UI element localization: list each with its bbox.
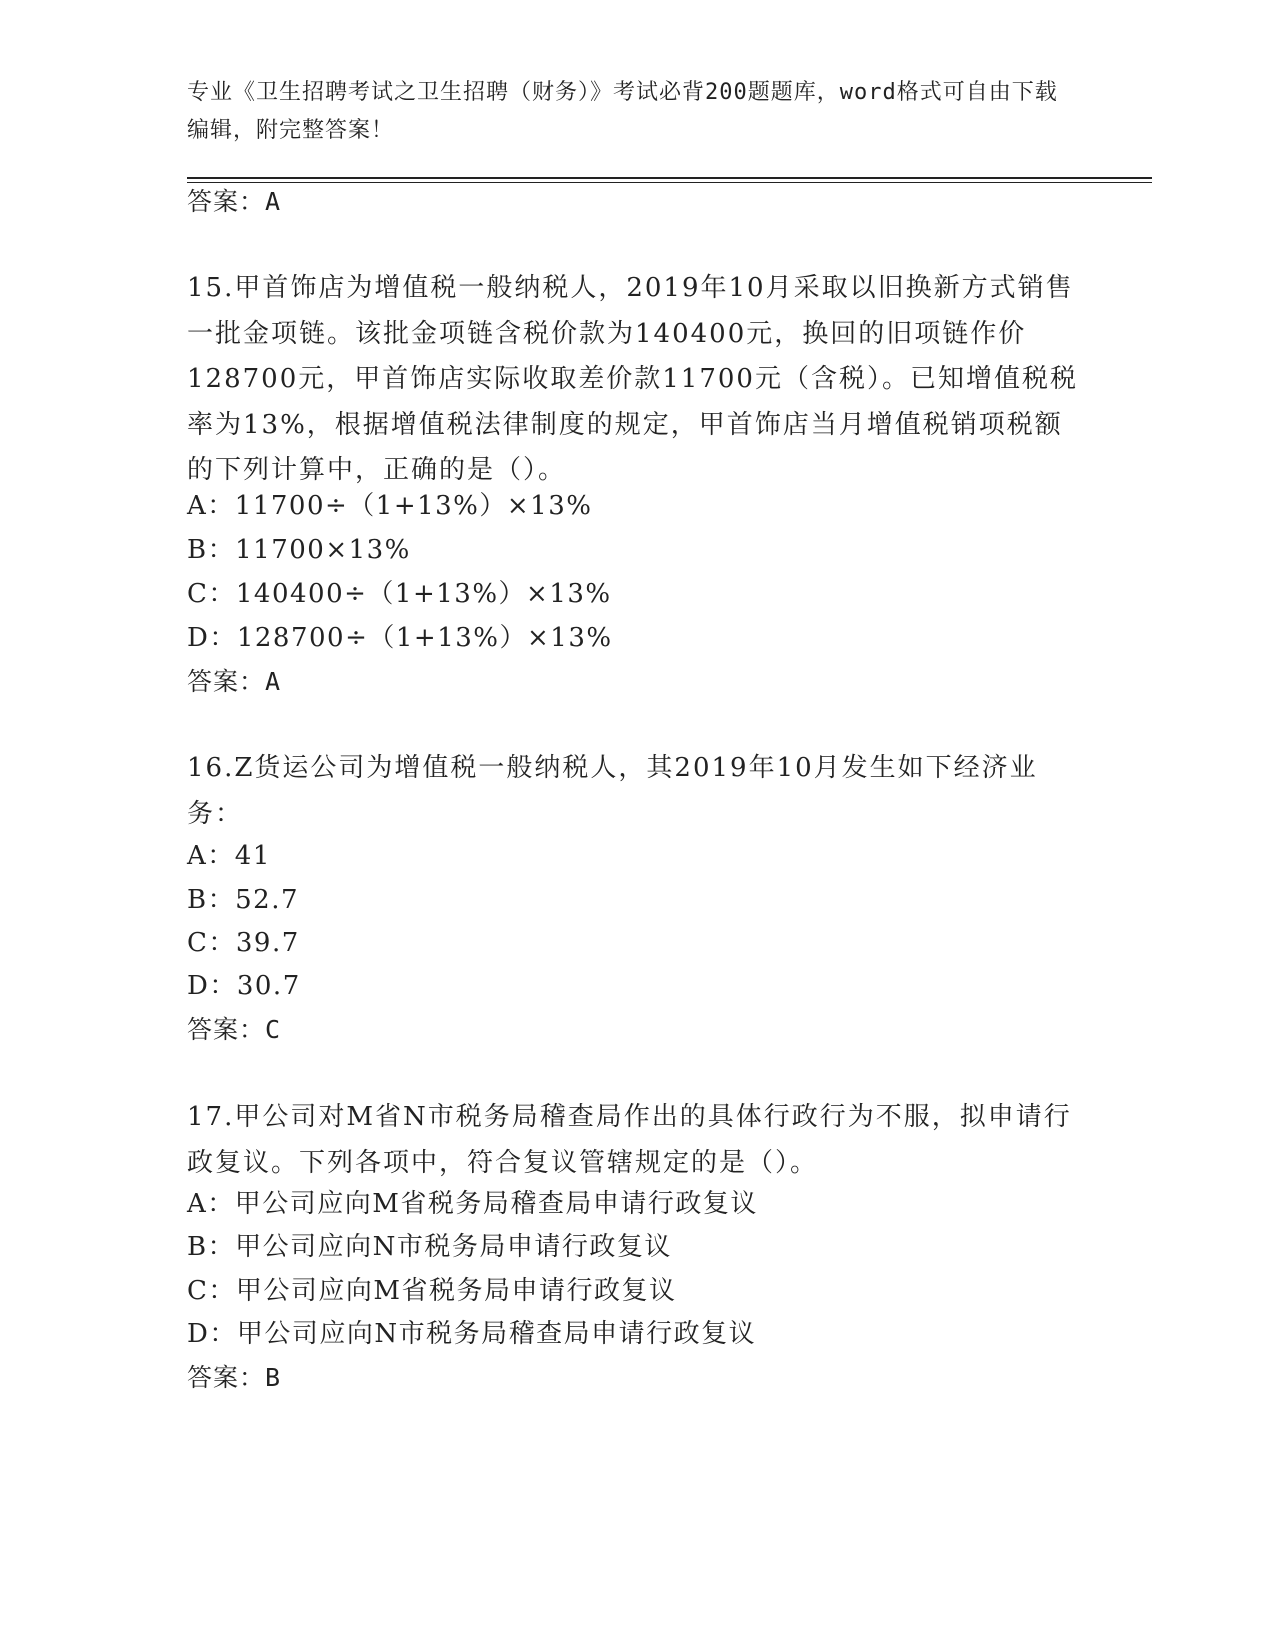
answer-16: 答案：C: [187, 1015, 282, 1044]
question-16-option-c: C：39.7: [187, 928, 300, 958]
answer-17: 答案：B: [187, 1363, 282, 1392]
question-17-option-b: B：甲公司应向N市税务局申请行政复议: [187, 1232, 672, 1262]
question-16: 16.Z货运公司为增值税一般纳税人，其2019年10月发生如下经济业务：: [187, 753, 1038, 829]
answer-14: 答案：A: [187, 187, 282, 216]
question-16-option-d: D：30.7: [187, 971, 301, 1001]
question-15-option-d: D：128700÷（1+13%）×13%: [187, 623, 613, 653]
question-16-option-a: A：41: [187, 841, 271, 871]
header-divider-thick: [187, 177, 1152, 179]
question-17: 17.甲公司对M省N市税务局稽查局作出的具体行政行为不服，拟申请行政复议。下列各项中，符合复议管辖规定的是（）。: [187, 1102, 1072, 1178]
question-17-option-d: D：甲公司应向N市税务局稽查局申请行政复议: [187, 1319, 757, 1349]
question-15-option-b: B：11700×13%: [187, 535, 411, 565]
question-15-option-a: A：11700÷（1+13%）×13%: [187, 491, 593, 521]
question-15-option-c: C：140400÷（1+13%）×13%: [187, 579, 612, 609]
page-header: 专业《卫生招聘考试之卫生招聘（财务）》考试必背200题题库，word格式可自由下载编辑，附完整答案！: [187, 80, 1058, 143]
header-divider-thin: [187, 182, 1152, 183]
question-15: 15.甲首饰店为增值税一般纳税人，2019年10月采取以旧换新方式销售一批金项链。该批金项链含税价款为140400元，换回的旧项链作价128700元，甲首饰店实际收取差价款11700元（含税）。已知增值税税率为13%，根据增值税法律制度的规定，甲首饰店当月增值税销项税额的下列计算中，正确的是（）。: [187, 273, 1078, 485]
question-16-option-b: B：52.7: [187, 885, 299, 915]
question-17-option-c: C：甲公司应向M省税务局申请行政复议: [187, 1276, 677, 1306]
question-17-option-a: A：甲公司应向M省税务局稽查局申请行政复议: [187, 1189, 758, 1219]
answer-15: 答案：A: [187, 667, 282, 696]
